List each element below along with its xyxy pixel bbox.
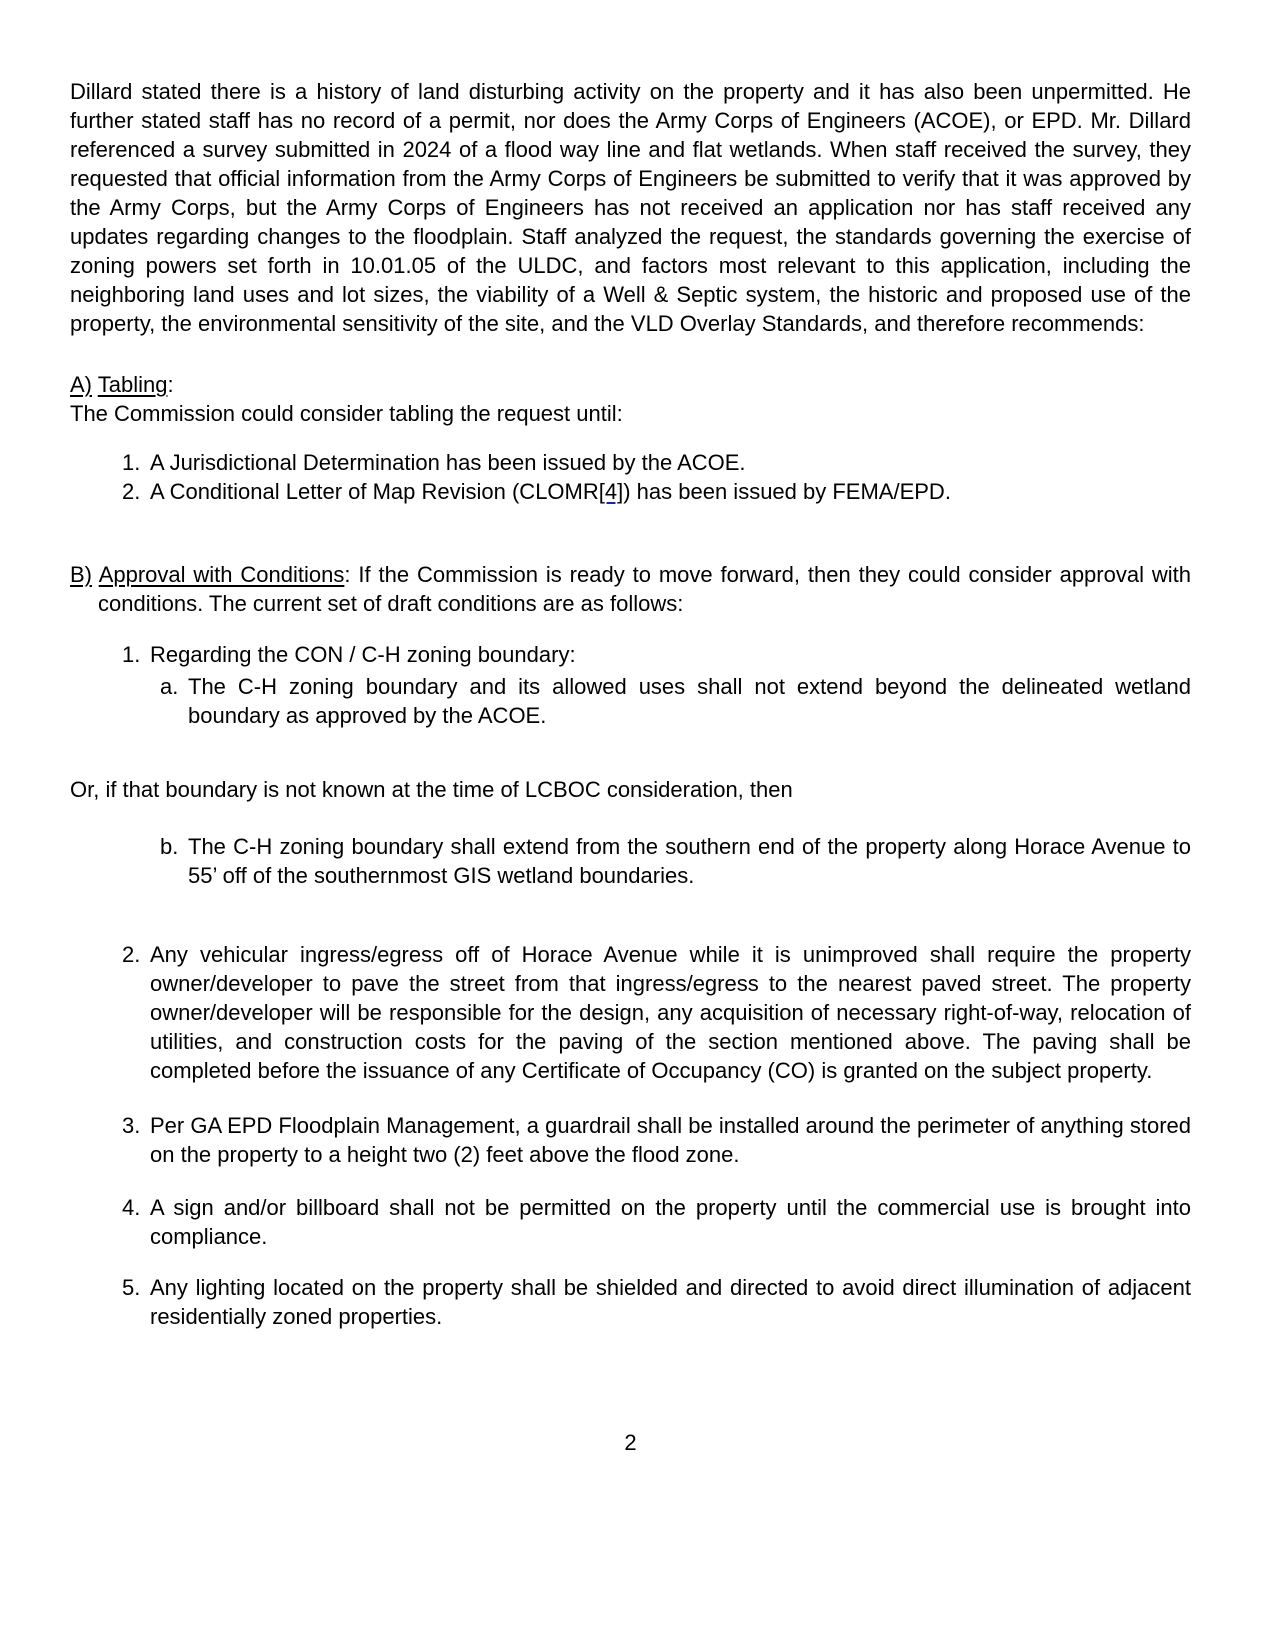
section-a-intro: The Commission could consider tabling the request until: bbox=[70, 401, 623, 426]
section-a-title: Tabling bbox=[97, 372, 168, 397]
condition-text: Any vehicular ingress/egress off of Horace Avenue while it is unimproved shall require the property owner/developer to pave the street from that ingress/egress to the nearest paved street. The property owner/developer will be responsible for the design, any acquisition of necessary right-of-way, relocation of utilities, and construction costs for the paving of the section mentioned above. The paving shall be completed before the issuance of any Certificate of Occupancy (CO) is granted on the subject property. bbox=[150, 942, 1191, 1083]
clomr-text-before: A Conditional Letter of Map Revision (CLOMR bbox=[150, 479, 599, 504]
list-marker: 2. bbox=[122, 942, 141, 967]
section-a-colon: : bbox=[167, 372, 174, 397]
footnote-ref[interactable]: [4] bbox=[598, 479, 624, 504]
condition-item-5 bbox=[122, 1273, 1191, 1331]
condition-subitem-a bbox=[160, 672, 1191, 730]
list-marker: 4. bbox=[122, 1195, 141, 1220]
list-marker: 1. bbox=[122, 642, 141, 667]
list-marker: 5. bbox=[122, 1275, 141, 1300]
list-item-a2 bbox=[122, 477, 1191, 506]
list-marker: a. bbox=[160, 674, 179, 699]
list-item-text bbox=[150, 477, 1191, 506]
list-marker: b. bbox=[160, 834, 179, 859]
section-b-rest: : If the Commission is ready to move forward, then they could consider approval with conditions. The current set of draft conditions are as follows: bbox=[98, 562, 1191, 616]
condition-text: The C-H zoning boundary and its allowed uses shall not extend beyond the delineated wetland boundary as approved by the ACOE. bbox=[188, 674, 1191, 728]
condition-subitem-b bbox=[160, 832, 1191, 890]
section-a-label: A) bbox=[70, 372, 92, 397]
boundary-interjection-paragraph: Or, if that boundary is not known at the time of LCBOC consideration, then bbox=[70, 777, 793, 802]
condition-item-2 bbox=[122, 940, 1191, 1085]
intro-paragraph: Dillard stated there is a history of land disturbing activity on the property and it has also been unpermitted. He further stated staff has no record of a permit, nor does the Army Corps of Engineers (ACOE), or EPD. Mr. Dillard referenced a survey submitted in 2024 of a flood way line and flat wetlands. When staff received the survey, they requested that official information from the Army Corps of Engineers be submitted to verify that it was approved by the Army Corps, but the Army Corps of Engineers has not received an application nor has staff received any updates regarding changes to the floodplain. Staff analyzed the request, the standards governing the exercise of zoning powers set forth in 10.01.05 of the ULDC, and factors most relevant to this application, including the neighboring land uses and lot sizes, the viability of a Well & Septic system, the historic and proposed use of the property, the environmental sensitivity of the site, and the VLD Overlay Standards, and therefore recommends: bbox=[70, 79, 1191, 336]
list-marker: 3. bbox=[122, 1113, 141, 1138]
section-a-heading bbox=[70, 370, 1191, 399]
condition-text: The C-H zoning boundary shall extend from the southern end of the property along Horace Avenue to 55’ off of the southernmost GIS wetland boundaries. bbox=[188, 834, 1191, 888]
page-number: 2 bbox=[624, 1430, 637, 1455]
clomr-text-after: ) has been issued by FEMA/EPD. bbox=[623, 479, 951, 504]
section-b-label: B) bbox=[70, 562, 92, 587]
condition-item-4 bbox=[122, 1193, 1191, 1251]
list-marker: 2. bbox=[122, 479, 141, 504]
condition-text: Any lighting located on the property shall be shielded and directed to avoid direct illumination of adjacent residentially zoned properties. bbox=[150, 1275, 1191, 1329]
section-b-heading bbox=[70, 560, 1191, 618]
condition-text: Per GA EPD Floodplain Management, a guardrail shall be installed around the perimeter of anything stored on the property to a height two (2) feet above the flood zone. bbox=[150, 1113, 1191, 1167]
condition-item-3 bbox=[122, 1111, 1191, 1169]
condition-text: A sign and/or billboard shall not be permitted on the property until the commercial use is brought into compliance. bbox=[150, 1195, 1191, 1249]
list-item-text: A Jurisdictional Determination has been issued by the ACOE. bbox=[150, 450, 746, 475]
list-marker: 1. bbox=[122, 450, 141, 475]
list-item-a1 bbox=[122, 448, 1191, 477]
condition-text: Regarding the CON / C-H zoning boundary: bbox=[150, 642, 576, 667]
section-b-title: Approval with Conditions bbox=[98, 562, 345, 587]
condition-item-1 bbox=[122, 640, 1191, 669]
